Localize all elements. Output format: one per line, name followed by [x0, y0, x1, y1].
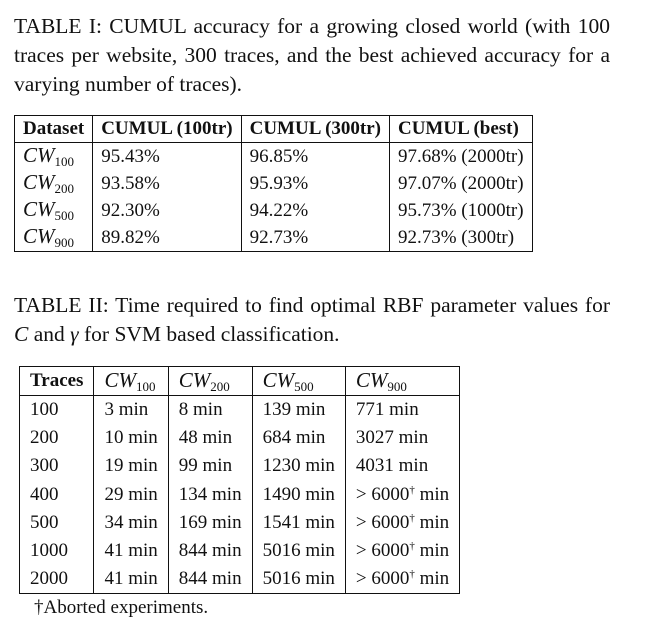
- dagger-footnote-mark: †: [409, 483, 415, 496]
- cw100-time-cell: 19 min: [94, 452, 168, 480]
- header-cw100: $CW_{100}$: [94, 367, 168, 396]
- table2-rbf-parameter-time: [19, 366, 460, 594]
- table-row: [20, 424, 460, 452]
- cw900-time-cell: 3027 min: [345, 424, 459, 452]
- cumul-300tr-cell: 95.93%: [241, 170, 389, 197]
- table-row: [20, 452, 460, 480]
- table2-header-row: [20, 367, 460, 396]
- dataset-cell: $CW_{200}$: [15, 170, 93, 197]
- table2-caption: TABLE II: Time required to find optimal RBF parameter values for C and γ for SVM based classification.: [14, 293, 610, 346]
- cumul-300tr-cell: 96.85%: [241, 143, 389, 171]
- traces-cell: 100: [20, 396, 94, 425]
- cw100-time-cell: 41 min: [94, 565, 168, 594]
- cw500-time-cell: 1230 min: [252, 452, 345, 480]
- cw100-time-cell: 41 min: [94, 537, 168, 565]
- cw500-time-cell: 139 min: [252, 396, 345, 425]
- table-row: [15, 197, 533, 224]
- table-row: [20, 537, 460, 565]
- table-row: [20, 509, 460, 537]
- cw900-time-cell: > 6000† min: [345, 565, 459, 594]
- table-row: [20, 396, 460, 425]
- cw200-time-cell: 99 min: [168, 452, 252, 480]
- header-dataset: Dataset: [15, 116, 93, 143]
- cw200-time-cell: 8 min: [168, 396, 252, 425]
- cw500-time-cell: 684 min: [252, 424, 345, 452]
- cumul-100tr-cell: 89.82%: [93, 224, 241, 252]
- cw100-time-cell: 29 min: [94, 481, 168, 509]
- cw900-time-cell: > 6000† min: [345, 481, 459, 509]
- table1-header-row: [15, 116, 533, 143]
- header-cumul-best: CUMUL (best): [389, 116, 532, 143]
- traces-cell: 500: [20, 509, 94, 537]
- cw500-time-cell: 5016 min: [252, 537, 345, 565]
- cw500-time-cell: 1541 min: [252, 509, 345, 537]
- cw900-time-cell: 4031 min: [345, 452, 459, 480]
- table-row: [20, 565, 460, 594]
- cw200-time-cell: 48 min: [168, 424, 252, 452]
- cumul-best-cell: 97.68% (2000tr): [389, 143, 532, 171]
- dagger-footnote-mark: †: [409, 540, 415, 553]
- table1-cumul-accuracy: [14, 115, 533, 252]
- traces-cell: 300: [20, 452, 94, 480]
- cumul-best-cell: 95.73% (1000tr): [389, 197, 532, 224]
- cw900-time-cell: > 6000† min: [345, 537, 459, 565]
- dataset-cell: $CW_{500}$: [15, 197, 93, 224]
- cw500-time-cell: 1490 min: [252, 481, 345, 509]
- cumul-300tr-cell: 94.22%: [241, 197, 389, 224]
- table-row: [15, 224, 533, 252]
- dagger-footnote-mark: †: [409, 511, 415, 524]
- header-cw500: $CW_{500}$: [252, 367, 345, 396]
- cumul-100tr-cell: 93.58%: [93, 170, 241, 197]
- table-row: [15, 170, 533, 197]
- footnote-aborted-experiments: †Aborted experiments.: [34, 597, 209, 618]
- cumul-best-cell: 97.07% (2000tr): [389, 170, 532, 197]
- cw100-time-cell: 34 min: [94, 509, 168, 537]
- table1-caption: TABLE I: CUMUL accuracy for a growing closed world (with 100 traces per website, 300 traces, and the best achieved accuracy for a varying number of traces).: [14, 14, 610, 96]
- cumul-100tr-cell: 92.30%: [93, 197, 241, 224]
- traces-cell: 200: [20, 424, 94, 452]
- header-cumul-300tr: CUMUL (300tr): [241, 116, 389, 143]
- traces-cell: 400: [20, 481, 94, 509]
- cumul-best-cell: 92.73% (300tr): [389, 224, 532, 252]
- table-row: [20, 481, 460, 509]
- cw200-time-cell: 169 min: [168, 509, 252, 537]
- traces-cell: 2000: [20, 565, 94, 594]
- dataset-cell: $CW_{900}$: [15, 224, 93, 252]
- cw200-time-cell: 844 min: [168, 565, 252, 594]
- cw900-time-cell: > 6000† min: [345, 509, 459, 537]
- table-row: [15, 143, 533, 171]
- cw200-time-cell: 844 min: [168, 537, 252, 565]
- cw500-time-cell: 5016 min: [252, 565, 345, 594]
- cw900-time-cell: 771 min: [345, 396, 459, 425]
- header-traces: Traces: [20, 367, 94, 396]
- dataset-cell: $CW_{100}$: [15, 143, 93, 171]
- header-cw200: $CW_{200}$: [168, 367, 252, 396]
- header-cw900: $CW_{900}$: [345, 367, 459, 396]
- cumul-300tr-cell: 92.73%: [241, 224, 389, 252]
- traces-cell: 1000: [20, 537, 94, 565]
- cw100-time-cell: 3 min: [94, 396, 168, 425]
- cumul-100tr-cell: 95.43%: [93, 143, 241, 171]
- dagger-footnote-mark: †: [409, 568, 415, 581]
- header-cumul-100tr: CUMUL (100tr): [93, 116, 241, 143]
- cw100-time-cell: 10 min: [94, 424, 168, 452]
- cw200-time-cell: 134 min: [168, 481, 252, 509]
